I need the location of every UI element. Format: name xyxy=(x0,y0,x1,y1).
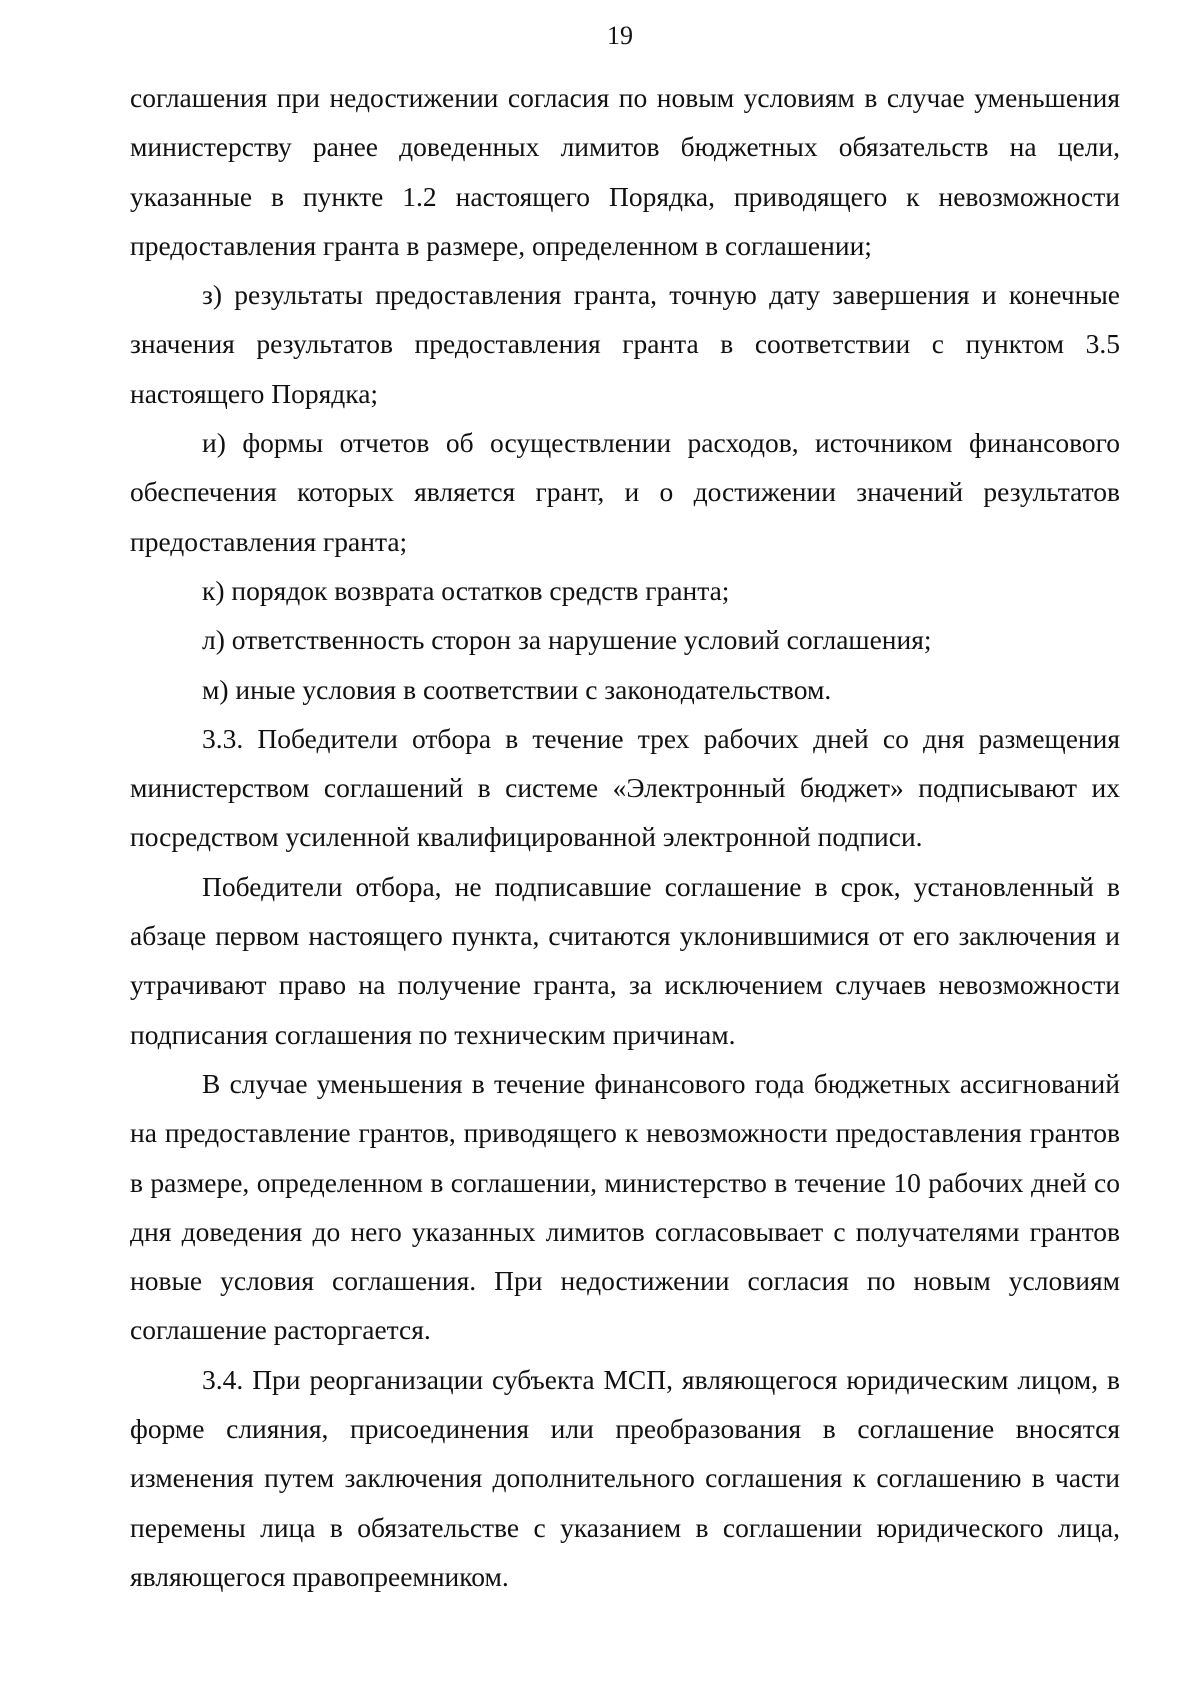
paragraph-item-l: л) ответственность сторон за нарушение условий соглашения; xyxy=(202,624,932,656)
paragraph-continuation: соглашения при недостижении согласия по новым условиям в случае уменьшения министерству ранее доведенных лимитов бюджетных обязательств на цели, указанные в пункте 1.2 настоящего Порядка, приводящего к невозможности предоставления гранта в размере, определенном в соглашении; xyxy=(130,82,1120,261)
paragraph-item-m: м) иные условия в соответствии с законодательством. xyxy=(202,673,832,705)
paragraph-item-i: и) формы отчетов об осуществлении расходов, источником финансового обеспечения которых является грант, и о достижении значений результатов предоставления гранта; xyxy=(130,427,1120,557)
paragraph-item-k: к) порядок возврата остатков средств гранта; xyxy=(202,574,730,606)
paragraph-3-3-budget-reduction: В случае уменьшения в течение финансового года бюджетных ассигнований на предоставление грантов, приводящего к невозможности предоставления грантов в размере, определенном в соглашении, министерство в течение 10 рабочих дней со дня доведения до него указанных лимитов согласовывает с получателями грантов новые условия соглашения. При недостижении согласия по новым условиям соглашение расторгается. xyxy=(130,1067,1120,1346)
document-body xyxy=(130,73,1120,1601)
paragraph-item-z: з) результаты предоставления гранта, точную дату завершения и конечные значения результатов предоставления гранта в соответствии с пунктом 3.5 настоящего Порядка; xyxy=(130,279,1120,409)
paragraph-3-3: 3.3. Победители отбора в течение трех рабочих дней со дня размещения министерством соглашений в системе «Электронный бюджет» подписывают их посредством усиленной квалифицированной электронной подписи. xyxy=(130,722,1120,853)
paragraph-3-4: 3.4. При реорганизации субъекта МСП, являющегося юридическим лицом, в форме слияния, присоединения или преобразования в соглашение вносятся изменения путем заключения дополнительного соглашения к соглашению в части перемены лица в обязательстве с указанием в соглашении юридического лица, являющегося правопреемником. xyxy=(130,1363,1120,1592)
paragraph-3-3-signing-deadline: Победители отбора, не подписавшие соглашение в срок, установленный в абзаце первом настоящего пункта, считаются уклонившимися от его заключения и утрачивают право на получение гранта, за исключением случаев невозможности подписания соглашения по техническим причинам. xyxy=(130,870,1120,1050)
page-number: 19 xyxy=(607,21,633,50)
